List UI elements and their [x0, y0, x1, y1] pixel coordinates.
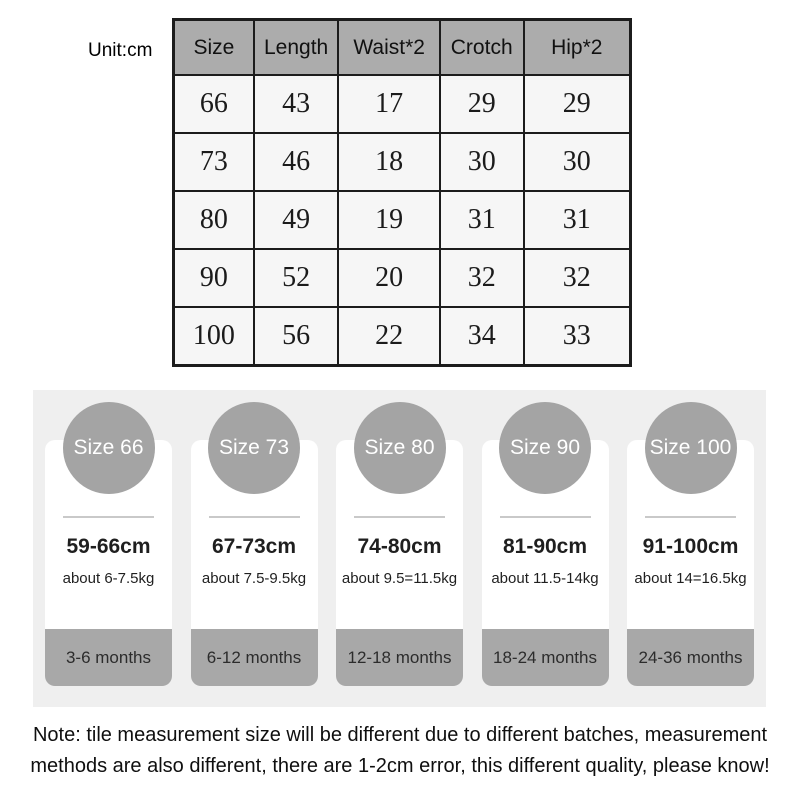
table-cell: 52	[254, 249, 339, 307]
table-cell: 49	[254, 191, 339, 249]
table-cell: 33	[524, 307, 631, 366]
note-line-2: methods are also different, there are 1-2cm error, this different quality, please know!	[30, 755, 770, 777]
card-divider	[645, 516, 736, 518]
table-cell: 20	[338, 249, 439, 307]
table-row	[174, 307, 631, 366]
size-circle-badge: Size 66	[63, 402, 155, 494]
weight-range: about 11.5-14kg	[491, 570, 599, 587]
size-circle-badge: Size 73	[208, 402, 300, 494]
table-row	[174, 249, 631, 307]
card-divider	[354, 516, 445, 518]
size-cards-band	[33, 390, 766, 707]
table-cell: 31	[440, 191, 524, 249]
age-range-bar: 18-24 months	[482, 629, 609, 686]
size-card	[482, 436, 609, 686]
table-cell: 29	[440, 75, 524, 133]
size-card	[191, 436, 318, 686]
size-card	[627, 436, 754, 686]
card-divider	[500, 516, 591, 518]
height-range: 74-80cm	[357, 535, 442, 558]
height-range: 59-66cm	[66, 535, 151, 558]
size-circle-badge: Size 100	[645, 402, 737, 494]
age-range-bar: 6-12 months	[191, 629, 318, 686]
weight-range: about 7.5-9.5kg	[201, 570, 307, 587]
table-row	[174, 133, 631, 191]
table-header-row	[174, 20, 631, 76]
table-row	[174, 191, 631, 249]
table-header-cell: Waist*2	[338, 20, 439, 76]
age-range-bar: 24-36 months	[627, 629, 754, 686]
note-text	[0, 720, 800, 782]
size-circle-badge: Size 90	[499, 402, 591, 494]
table-cell: 34	[440, 307, 524, 366]
table-cell: 32	[440, 249, 524, 307]
note-line-1: Note: tile measurement size will be different due to different batches, measurement	[32, 724, 768, 746]
table-cell: 46	[254, 133, 339, 191]
table-header-cell: Length	[254, 20, 339, 76]
size-card	[45, 436, 172, 686]
unit-label: Unit:cm	[88, 40, 153, 61]
size-card	[336, 436, 463, 686]
size-table	[172, 18, 632, 367]
table-cell: 31	[524, 191, 631, 249]
height-range: 91-100cm	[642, 535, 739, 558]
size-circle-badge: Size 80	[354, 402, 446, 494]
age-range-bar: 12-18 months	[336, 629, 463, 686]
table-cell: 19	[338, 191, 439, 249]
table-header-cell: Hip*2	[524, 20, 631, 76]
table-cell: 73	[174, 133, 254, 191]
table-cell: 32	[524, 249, 631, 307]
card-divider	[63, 516, 154, 518]
table-cell: 30	[440, 133, 524, 191]
weight-range: about 9.5=11.5kg	[341, 570, 458, 587]
table-cell: 17	[338, 75, 439, 133]
weight-range: about 6-7.5kg	[62, 570, 155, 587]
table-cell: 100	[174, 307, 254, 366]
table-cell: 43	[254, 75, 339, 133]
table-cell: 22	[338, 307, 439, 366]
card-divider	[209, 516, 300, 518]
table-cell: 66	[174, 75, 254, 133]
table-cell: 29	[524, 75, 631, 133]
age-range-bar: 3-6 months	[45, 629, 172, 686]
table-cell: 80	[174, 191, 254, 249]
table-cell: 90	[174, 249, 254, 307]
table-header-cell: Crotch	[440, 20, 524, 76]
table-row	[174, 75, 631, 133]
table-cell: 30	[524, 133, 631, 191]
height-range: 67-73cm	[211, 535, 297, 558]
table-cell: 18	[338, 133, 439, 191]
height-range: 81-90cm	[502, 535, 588, 558]
table-header-cell: Size	[174, 20, 254, 76]
weight-range: about 14=16.5kg	[634, 570, 747, 587]
table-cell: 56	[254, 307, 339, 366]
